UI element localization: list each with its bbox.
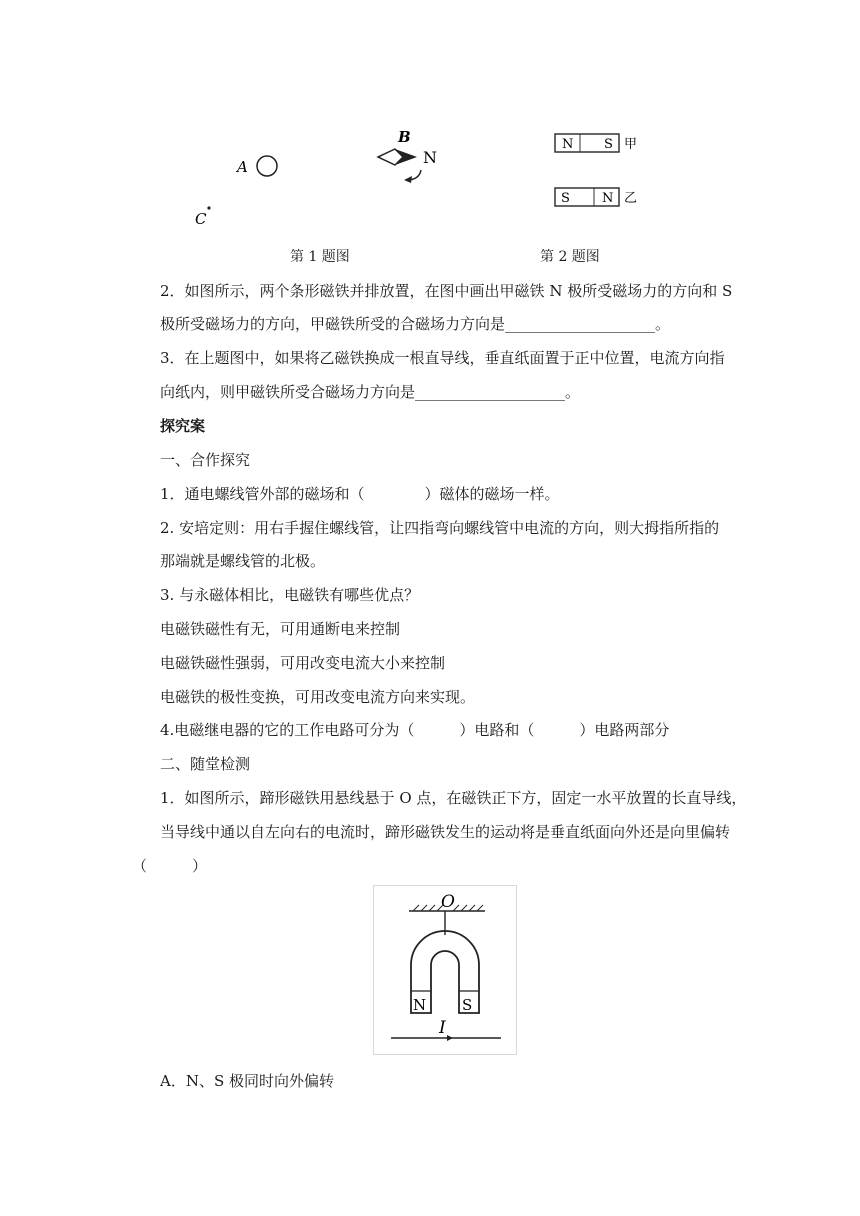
part1-item-2-line-2: 那端就是螺线管的北极。 <box>160 552 326 570</box>
label-a: A <box>237 158 248 176</box>
magnet-jia-label: 甲 <box>624 137 638 152</box>
magnet-yi-label: 乙 <box>624 191 638 206</box>
advantage-2: 电磁铁磁性强弱，可用改变电流大小来控制 <box>160 654 446 672</box>
magnet-yi-n: N <box>602 191 614 206</box>
magnet-jia-n: N <box>562 137 574 152</box>
magnet-jia-s: S <box>604 137 613 152</box>
figure-2-caption: 第 2 题图 <box>540 249 600 265</box>
magnet-yi-s: S <box>561 191 570 206</box>
current-arrow <box>447 1035 453 1041</box>
label-b: B <box>398 128 411 146</box>
label-i: I <box>439 1018 446 1038</box>
horseshoe-magnet-figure <box>373 885 517 1055</box>
section-title: 探究案 <box>160 417 206 435</box>
part2-heading: 二、随堂检测 <box>160 755 251 773</box>
label-c: C <box>195 210 207 228</box>
rotation-arrow-head <box>404 176 412 183</box>
label-n: N <box>413 996 427 1014</box>
label-o: O <box>441 892 455 912</box>
label-s: S <box>462 996 473 1014</box>
figure-1 <box>185 120 445 235</box>
advantage-1: 电磁铁磁性有无，可用通断电来控制 <box>160 620 401 638</box>
q2-line-1: 2．如图所示，两个条形磁铁并排放置，在图中画出甲磁铁 N 极所受磁场力的方向和 S <box>160 282 733 300</box>
figure-1-caption: 第 1 题图 <box>290 249 350 265</box>
advantage-3: 电磁铁的极性变换，可用改变电流方向来实现。 <box>160 688 476 706</box>
part2-q1-line-2: 当导线中通以自左向右的电流时，蹄形磁铁发生的运动将是垂直纸面向外还是向里偏转 <box>160 823 731 841</box>
part1-item-1: 1．通电螺线管外部的磁场和（ ）磁体的磁场一样。 <box>160 485 560 503</box>
figure-2 <box>540 120 650 220</box>
q2-line-2: 极所受磁场力的方向，甲磁铁所受的合磁场力方向是____________________。 <box>160 315 671 333</box>
part1-item-2-line-1: 2. 安培定则：用右手握住螺线管，让四指弯向螺线管中电流的方向，则大拇指所指的 <box>160 519 720 537</box>
part1-item-3: 3. 与永磁体相比，电磁铁有哪些优点？ <box>160 586 420 604</box>
option-a: A．N、S 极同时向外偏转 <box>160 1072 335 1090</box>
point-c <box>207 206 210 209</box>
q3-line-1: 3．在上题图中，如果将乙磁铁换成一根直导线，垂直纸面置于正中位置，电流方向指 <box>160 349 725 367</box>
part1-item-4: 4.电磁继电器的它的工作电路可分为（ ）电路和（ ）电路两部分 <box>160 721 670 739</box>
label-n: N <box>423 148 437 167</box>
part1-heading: 一、合作探究 <box>160 451 251 469</box>
circle-a <box>257 156 277 176</box>
part2-q1-line-1: 1．如图所示，蹄形磁铁用悬线悬于 O 点，在磁铁正下方，固定一水平放置的长直导线， <box>160 789 747 807</box>
part2-q1-line-3: （ ） <box>132 857 208 875</box>
q3-line-2: 向纸内，则甲磁铁所受合磁场力方向是____________________。 <box>160 383 581 401</box>
